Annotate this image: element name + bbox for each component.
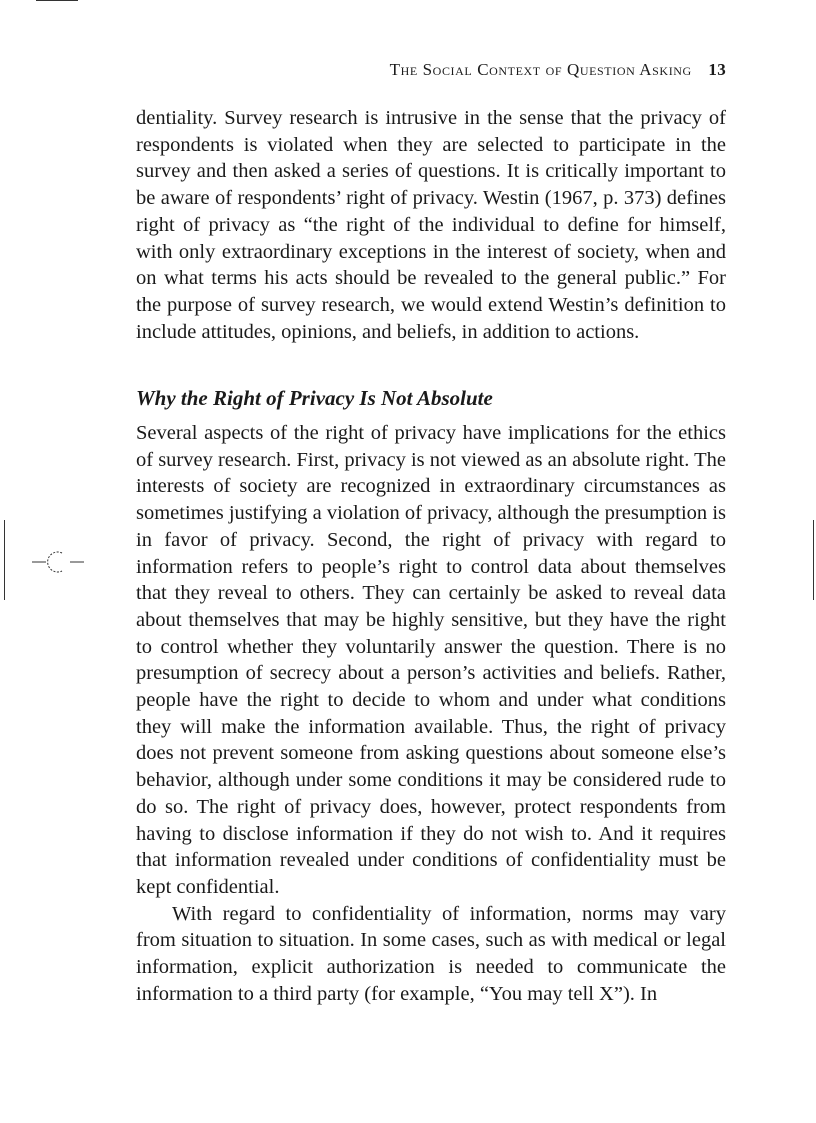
running-head-title: The Social Context of Question Asking — [389, 60, 692, 79]
top-crop-rule — [36, 0, 78, 1]
section-heading: Why the Right of Privacy Is Not Absolute — [136, 386, 493, 411]
page-body — [136, 105, 726, 1008]
running-head — [136, 60, 726, 80]
body-paragraph: dentiality. Survey research is intrusive in the sense that the privacy of respondents is violated when they are selected to participate in the survey and then asked a series of questions. It is critically important to be aware of respondents’ right of privacy. Westin (1967, p. 373) defines right of privacy as “the right of the individual to define for himself, with only extraordinary exceptions in the interest of society, when and on what terms his acts should be revealed to the general public.” For the purpose of survey research, we would extend Westin’s definition to include attitudes, opinions, and beliefs, in addition to actions. — [136, 107, 726, 343]
body-paragraph: Several aspects of the right of privacy have implications for the ethics of survey research. First, privacy is not viewed as an absolute right. The interests of society are recognized in extraordinary circumstances as sometimes justifying a violation of privacy, although the presumption is in favor of privacy. Second, the right of privacy with regard to information refers to people’s right to control data about themselves that they reveal to others. They can certainly be asked to reveal data about themselves that may be highly sensitive, but they have the right to control whether they voluntarily answer the question. There is no presumption of secrecy about a person’s activities and beliefs. Rather, people have the right to decide to whom and under what conditions they will make the information available. Thus, the right of privacy does not prevent someone from asking questions about someone else’s behavior, although under some conditions it may be considered rude to do so. The right of privacy does, however, protect respondents from having to disclose information if they do not wish to. And it requires that information revealed under conditions of confidentiality must be kept confidential. — [136, 422, 726, 898]
registration-mark-icon — [32, 548, 84, 576]
body-paragraph: With regard to confidentiality of information, norms may vary from situation to situation. In some cases, such as with medical or legal information, explicit authorization is needed to communicate the information to a third party (for example, “You may tell X”). In — [136, 902, 726, 1005]
page-number: 13 — [708, 60, 726, 79]
left-crop-mark — [4, 520, 5, 600]
right-crop-mark — [813, 520, 814, 600]
